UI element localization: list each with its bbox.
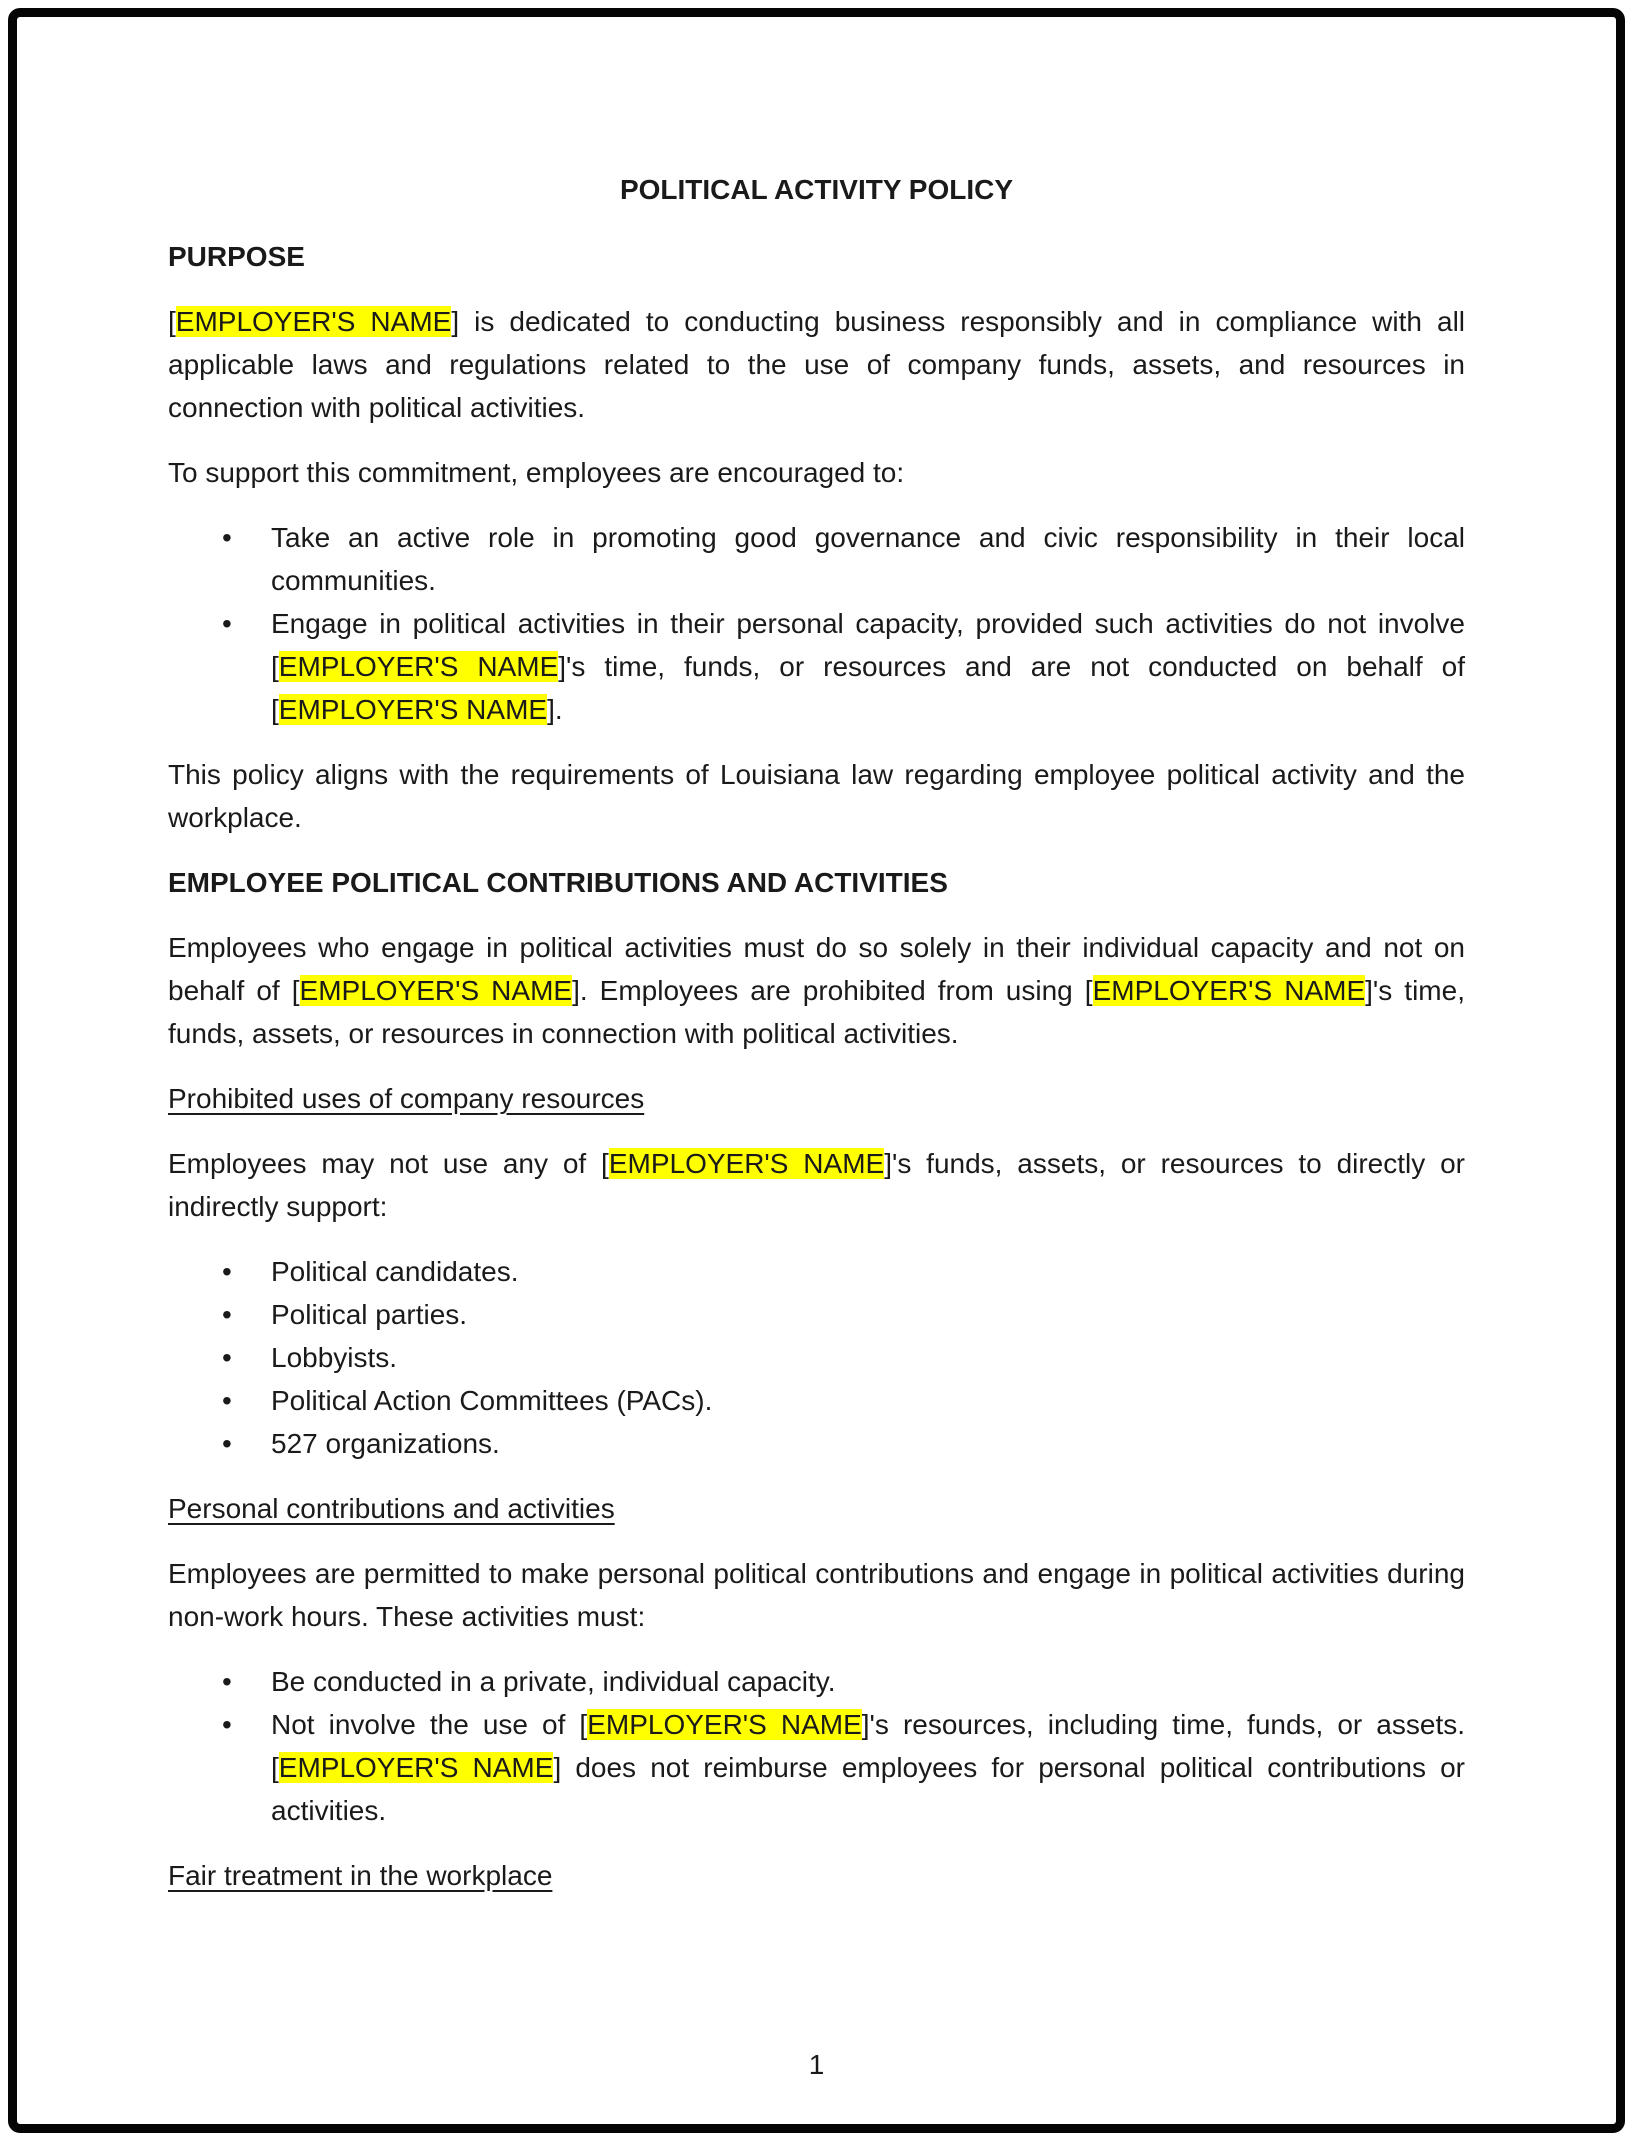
employer-name-highlight: EMPLOYER'S NAME — [587, 1709, 862, 1740]
paragraph-louisiana — [168, 753, 1465, 839]
paragraph-support — [168, 451, 1465, 494]
subheading-personal-contributions: Personal contributions and activities — [168, 1493, 615, 1524]
list-item — [168, 1703, 1465, 1832]
employer-name-highlight: EMPLOYER'S NAME — [175, 306, 452, 337]
text-run: ]. Employees are prohibited from using [ — [572, 975, 1093, 1006]
text-run: Employees may not use any of [ — [168, 1148, 609, 1179]
paragraph-prohibited-intro — [168, 1142, 1465, 1228]
paragraph-personal-intro — [168, 1552, 1465, 1638]
text-run: ]'s resources, including time, funds, or assets. [ — [271, 1709, 1466, 1783]
text-run: ]'s time, funds, assets, or resources in connection with political activities. — [168, 975, 1465, 1049]
list-item — [168, 516, 1465, 602]
text-run: Political parties. — [271, 1299, 468, 1330]
list-item — [168, 602, 1465, 731]
bullet-list-encouraged — [168, 516, 1465, 731]
document-page — [168, 168, 1465, 1919]
bullet-list-prohibited — [168, 1250, 1465, 1465]
employer-name-highlight: EMPLOYER'S NAME — [608, 1148, 885, 1179]
text-run: ]'s time, funds, or resources and are not conducted on behalf of [ — [271, 651, 1466, 725]
text-run: 527 organizations. — [271, 1428, 500, 1459]
text-run: Political Action Committees (PACs). — [271, 1385, 713, 1416]
document-title: POLITICAL ACTIVITY POLICY — [619, 174, 1014, 205]
text-run: ] is dedicated to conducting business responsibly and in compliance with all applicable laws and regulations related to the use of company funds, assets, and resources in connection with political activities. — [168, 306, 1466, 423]
section-heading-contributions: EMPLOYEE POLITICAL CONTRIBUTIONS AND ACTIVITIES — [168, 867, 948, 898]
employer-name-highlight: EMPLOYER'S NAME — [299, 975, 573, 1006]
subheading-fair-treatment: Fair treatment in the workplace — [168, 1860, 553, 1891]
text-run: Political candidates. — [271, 1256, 519, 1287]
text-run: Lobbyists. — [271, 1342, 398, 1373]
list-item — [168, 1250, 1465, 1293]
employer-name-highlight: EMPLOYER'S NAME — [278, 1752, 554, 1783]
paragraph-contrib-intro — [168, 926, 1465, 1055]
subheading-prohibited-uses: Prohibited uses of company resources — [168, 1083, 645, 1114]
text-run: Engage in political activities in their personal capacity, provided such activities do not involve [ — [271, 608, 1465, 682]
employer-name-highlight: EMPLOYER'S NAME — [278, 694, 548, 725]
bullet-list-personal — [168, 1660, 1465, 1832]
section-heading-purpose: PURPOSE — [168, 241, 305, 272]
text-run: ] does not reimburse employees for personal political contributions or activities. — [271, 1752, 1466, 1826]
text-run: ]'s funds, assets, or resources to directly or indirectly support: — [168, 1148, 1465, 1222]
list-item — [168, 1379, 1465, 1422]
text-run: Employees who engage in political activities must do so solely in their individual capacity and not on behalf of [ — [168, 932, 1465, 1006]
page-number: 1 — [808, 2049, 825, 2080]
text-run: ]. — [547, 694, 563, 725]
text-run: Not involve the use of [ — [271, 1709, 588, 1740]
list-item — [168, 1422, 1465, 1465]
text-run: [ — [168, 306, 176, 337]
list-item — [168, 1293, 1465, 1336]
employer-name-highlight: EMPLOYER'S NAME — [1092, 975, 1366, 1006]
text-run: Employees are permitted to make personal political contributions and engage in political activities during non-work hours. These activities must: — [168, 1558, 1465, 1632]
employer-name-highlight: EMPLOYER'S NAME — [278, 651, 559, 682]
text-run: Be conducted in a private, individual capacity. — [271, 1666, 836, 1697]
list-item — [168, 1660, 1465, 1703]
paragraph-purpose-intro — [168, 300, 1465, 429]
text-run: Take an active role in promoting good governance and civic responsibility in their local communities. — [271, 522, 1465, 596]
list-item — [168, 1336, 1465, 1379]
text-run: This policy aligns with the requirements of Louisiana law regarding employee political activity and the workplace. — [168, 759, 1465, 833]
text-run: To support this commitment, employees are encouraged to: — [168, 457, 905, 488]
